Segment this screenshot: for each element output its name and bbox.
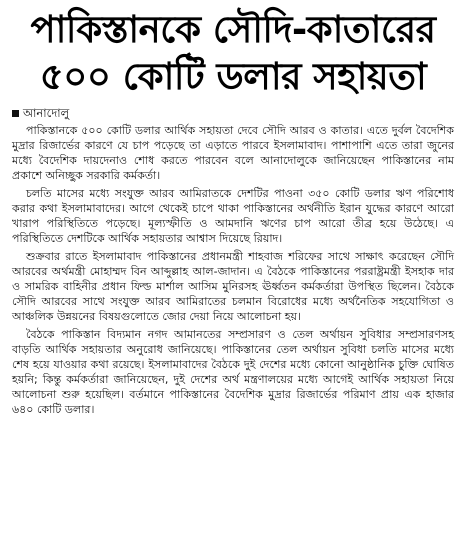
paragraph-1: পাকিস্তানকে ৫০০ কোটি ডলার আর্থিক সহায়তা দেবে সৌদি আরব ও কাতার। এতে দুর্বল বৈদেশিক মুদ্রার রিজার্ভের কারণে যে চাপ পড়েছে তা এড়াতে পারবে ইসলামাবাদ। পাশাপাশি এতে তারা জুনের মধ্যে বৈদেশিক দায়দেনাও শোধ করতে পারবেন বলে আনাদোলুকে জানিয়েছেন পাকিস্তানের নাম প্রকাশে অনিচ্ছুক সরকারি কর্মকর্তা। xyxy=(12,124,454,182)
byline xyxy=(12,106,454,121)
headline-line-1: পাকিস্তানকে সৌদি-কাতারের xyxy=(30,8,436,51)
headline xyxy=(12,6,454,100)
square-bullet-icon xyxy=(12,110,19,117)
paragraph-4: বৈঠকে পাকিস্তান বিদ্যমান নগদ আমানতের সম্প্রসারণ ও তেল অর্থায়ন সুবিধার সম্প্রসারণসহ বাড়তি আর্থিক সহায়তার অনুরোধ জানিয়েছে। পাকিস্তানের তেল অর্থায়ন সুবিধা চলতি মাসের মধ্যে শেষ হয়ে যাওয়ার কথা রয়েছে। ইসলামাবাদের বৈঠকে দুই দেশের মধ্যে কোনো আনুষ্ঠানিক চুক্তি ঘোষিত হয়নি; কিন্তু কর্মকর্তারা জানিয়েছেন, দুই দেশের অর্থ মন্ত্রণালয়ের মধ্যে আগেই আর্থিক সহায়তা নিয়ে আলোচনা শুরু হয়েছিল। বর্তমানে পাকিস্তানের বৈদেশিক মুদ্রার রিজার্ভের পরিমাণ প্রায় এক হাজার ৬৪০ কোটি ডলার। xyxy=(12,328,454,416)
byline-source: আনাদোলু xyxy=(23,106,70,120)
paragraph-3: শুক্রবার রাতে ইসলামাবাদ পাকিস্তানের প্রধানমন্ত্রী শাহবাজ শরিফের সাথে সাক্ষাৎ করেছেন সৌদি আরবের অর্থমন্ত্রী মোহাম্মদ বিন আব্দুল্লাহ আল-জাদান। এ বৈঠকে পাকিস্তানের পররাষ্ট্রমন্ত্রী ইসহাক দার ও সামরিক বাহিনীর প্রধান ফিল্ড মার্শাল আসিম মুনিরসহ ঊর্ধ্বতন কর্মকর্তারা উপস্থিত ছিলেন। বৈঠকে সৌদি আরবের সাথে সংযুক্ত আরব আমিরাতের চলমান বিরোধের মধ্যে অর্থনৈতিক সহযোগিতা ও আঞ্চলিক উন্নয়নের বিষয়গুলোতে জোর দেয়া নিয়ে আলোচনা হয়। xyxy=(12,250,454,323)
article-body xyxy=(12,123,454,417)
paragraph-2: চলতি মাসের মধ্যে সংযুক্ত আরব আমিরাতকে দেশটির পাওনা ৩৫০ কোটি ডলার ঋণ পরিশোধ করার কথা ইসলামাবাদের। আগে থেকেই চাপে থাকা পাকিস্তানের অর্থনীতি ইরান যুদ্ধের কারণে আরো খারাপ পরিস্থিতিতে পড়েছে। মূল্যস্ফীতি ও আমদানি ঋণের চাপ আরো তীব্র হয়ে উঠেছে। এ পরিস্থিতিতে দেশটিকে আর্থিক সহায়তার আশ্বাস দিয়েছে রিয়াদ। xyxy=(12,187,454,245)
headline-line-2: ৫০০ কোটি ডলার সহায়তা xyxy=(39,55,427,98)
